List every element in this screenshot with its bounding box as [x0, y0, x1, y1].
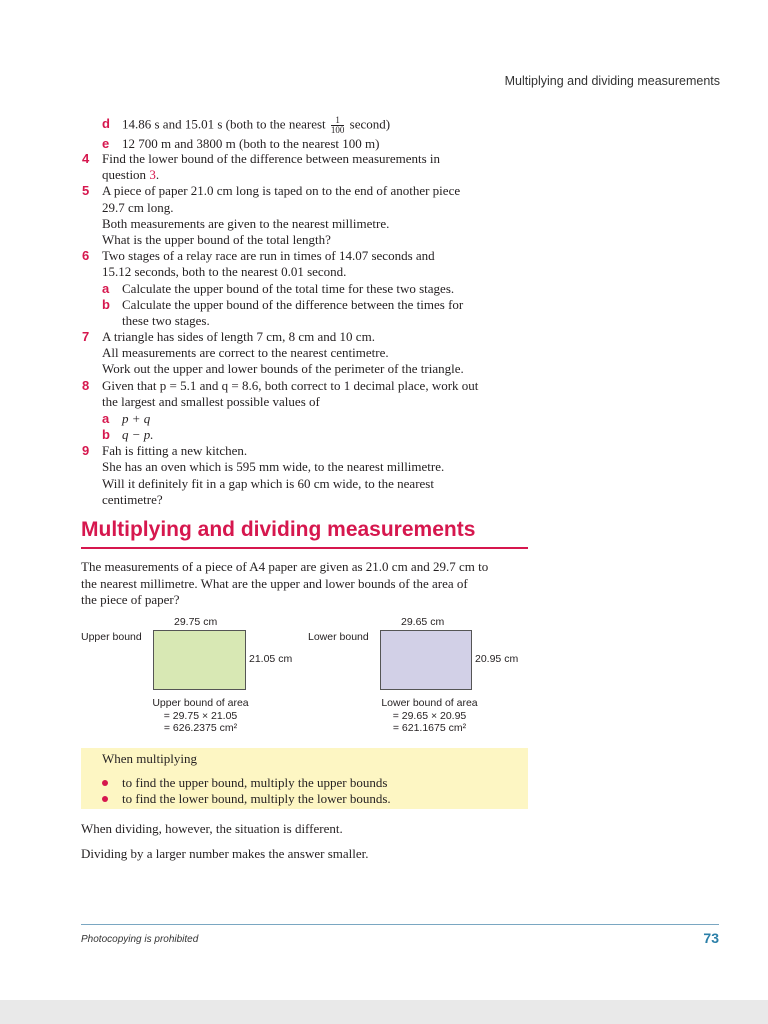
calc-line: = 29.75 × 21.05 — [163, 709, 238, 722]
q6-a-letter: a — [102, 281, 110, 296]
lower-bound-label: Lower bound — [308, 631, 369, 643]
q4-line2 — [102, 167, 159, 183]
q4-line2-post: . — [155, 167, 160, 182]
q7-number: 7 — [82, 329, 90, 344]
q5-line: What is the upper bound of the total length? — [102, 232, 331, 247]
lower-top-dimension: 29.65 cm — [401, 616, 445, 628]
q7-line: Work out the upper and lower bounds of the perimeter of the triangle. — [102, 361, 464, 376]
fraction — [331, 116, 345, 135]
q8-line1: Given that p = 5.1 and q = 8.6, both correct to 1 decimal place, work out — [102, 378, 479, 393]
q8-number: 8 — [82, 378, 90, 393]
q3-e-text: 12 700 m and 3800 m (both to the nearest 100 m) — [122, 136, 380, 151]
q4-reference: 3 — [149, 167, 156, 182]
upper-side-dimension: 21.05 cm — [249, 653, 293, 665]
footer-note: Photocopying is prohibited — [81, 934, 199, 945]
q3-e-letter: e — [102, 136, 110, 151]
calc-line: = 626.2375 cm² — [163, 722, 238, 734]
q9-line: She has an oven which is 595 mm wide, to the nearest millimetre. — [102, 459, 445, 474]
q5-line: 29.7 cm long. — [102, 200, 174, 215]
intro-line: the piece of paper? — [81, 592, 180, 607]
paragraph: Dividing by a larger number makes the answer smaller. — [81, 846, 369, 861]
section-title: Multiplying and dividing measurements — [81, 518, 476, 541]
q9-line: Fah is fitting a new kitchen. — [102, 443, 248, 458]
q3-d-after: second) — [346, 116, 391, 132]
q4-line1: Find the lower bound of the difference between measurements in — [102, 151, 441, 166]
q6-b-line2: these two stages. — [122, 313, 210, 328]
q8-line2: the largest and smallest possible values of — [102, 394, 320, 409]
calc-line: Lower bound of area — [381, 697, 478, 709]
bullet-icon — [102, 796, 108, 802]
q9-line: Will it definitely fit in a gap which is 60 cm wide, to the nearest — [102, 476, 434, 491]
q6-a-text: Calculate the upper bound of the total time for these two stages. — [122, 281, 455, 296]
page-number: 73 — [703, 930, 719, 946]
q3-d-letter: d — [102, 116, 110, 131]
lower-bound-rectangle — [380, 630, 472, 690]
lower-bound-calculation — [357, 697, 502, 735]
paragraph: When dividing, however, the situation is different. — [81, 821, 343, 836]
upper-bound-calculation — [128, 697, 273, 735]
q8-b-text: q − p. — [122, 427, 154, 442]
q6-b-letter: b — [102, 297, 110, 312]
fraction-numerator: 1 — [331, 116, 345, 126]
key-box-bullet: to find the upper bound, multiply the upper bounds — [122, 775, 388, 790]
intro-line: The measurements of a piece of A4 paper are given as 21.0 cm and 29.7 cm to — [81, 559, 489, 574]
q5-line: Both measurements are given to the nearest millimetre. — [102, 216, 390, 231]
q7-line: A triangle has sides of length 7 cm, 8 cm and 10 cm. — [102, 329, 375, 344]
bullet-icon — [102, 780, 108, 786]
q3-d-text — [122, 116, 390, 135]
q4-line2-pre: question — [102, 167, 150, 182]
q6-number: 6 — [82, 248, 90, 263]
calc-line: = 29.65 × 20.95 — [392, 709, 467, 722]
q9-line: centimetre? — [102, 492, 163, 507]
footer-rule — [81, 924, 719, 925]
q6-line: Two stages of a relay race are run in times of 14.07 seconds and — [102, 248, 435, 263]
q9-number: 9 — [82, 443, 90, 458]
key-box-heading: When multiplying — [102, 751, 197, 766]
lower-side-dimension: 20.95 cm — [475, 653, 519, 665]
fraction-denominator: 100 — [330, 125, 345, 135]
q6-b-line1: Calculate the upper bound of the difference between the times for — [122, 297, 464, 312]
calc-line: = 621.1675 cm² — [392, 722, 467, 734]
section-rule — [81, 547, 528, 549]
q7-line: All measurements are correct to the nearest centimetre. — [102, 345, 389, 360]
running-head: Multiplying and dividing measurements — [504, 74, 720, 88]
intro-line: the nearest millimetre. What are the upper and lower bounds of the area of — [81, 576, 468, 591]
q5-line: A piece of paper 21.0 cm long is taped on to the end of another piece — [102, 183, 461, 198]
key-box-bullet: to find the lower bound, multiply the lower bounds. — [122, 791, 391, 806]
q4-number: 4 — [82, 151, 90, 166]
q3-d-before: 14.86 s and 15.01 s (both to the nearest — [122, 116, 329, 132]
q6-line: 15.12 seconds, both to the nearest 0.01 second. — [102, 264, 347, 279]
upper-top-dimension: 29.75 cm — [174, 616, 218, 628]
q8-a-text: p + q — [122, 411, 151, 426]
q8-a-letter: a — [102, 411, 110, 426]
calc-line: Upper bound of area — [152, 697, 249, 709]
q8-b-letter: b — [102, 427, 110, 442]
upper-bound-rectangle — [153, 630, 246, 690]
q5-number: 5 — [82, 183, 90, 198]
upper-bound-label: Upper bound — [81, 631, 142, 643]
